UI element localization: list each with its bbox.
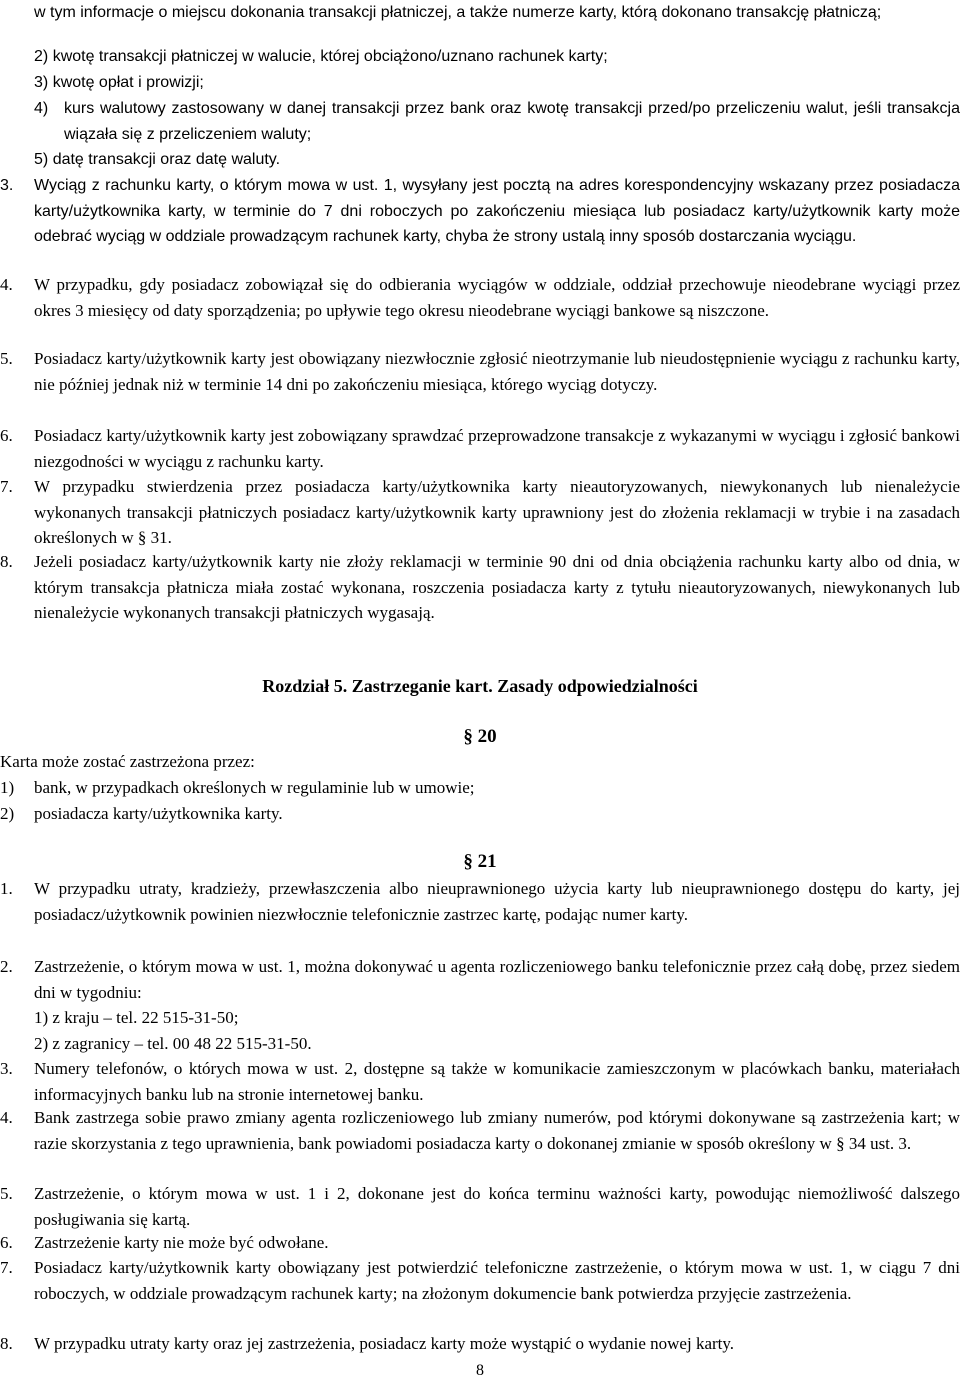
section-item-5 [0, 1181, 960, 1232]
item-number: 4. [0, 1108, 13, 1127]
item-text: W przypadku stwierdzenia przez posiadacza karty/użytkownika karty nieautoryzowanych, niewykonanych lub nienależycie wykonanych transakcji płatniczych posiadacz karty/użytkownik karty uprawniony jest do złożenia reklamacji w trybie i na zasadach określonych w § 31. [34, 477, 960, 547]
item-number: 4. [0, 275, 13, 294]
section-item-3 [0, 173, 960, 250]
section-item-8 [0, 1331, 960, 1357]
item-number: 8. [0, 1334, 13, 1353]
section-item-8 [0, 549, 960, 626]
item-number: 2) [34, 48, 49, 65]
item-number: 2. [0, 957, 13, 976]
section-item-6 [0, 1230, 960, 1256]
item-number: 8. [0, 552, 13, 571]
item-text: Zastrzeżenie, o którym mowa w ust. 1 i 2, dokonane jest do końca terminu ważności karty, powodując niemożliwość dalszego posługiwania się kartą. [34, 1184, 960, 1229]
item-number: 7. [0, 477, 13, 496]
item-text: kwotę opłat i prowizji; [52, 74, 204, 91]
chapter-heading: Rozdział 5. Zastrzeganie kart. Zasady odpowiedzialności [262, 676, 698, 696]
item-number: 7. [0, 1258, 13, 1277]
item-text: bank, w przypadkach określonych w regulaminie lub w umowie; [34, 778, 475, 797]
item-number: 4) [34, 100, 49, 117]
page-number: 8 [476, 1362, 484, 1379]
item-number: 1) [34, 1008, 49, 1027]
paragraph-text: w tym informacje o miejscu dokonania transakcji płatniczej, a także numerze karty, którą dokonano transakcję płatniczą; [34, 4, 882, 21]
paragraph-mark-21: § 21 [463, 851, 497, 872]
item-number: 1. [0, 879, 13, 898]
item-text: Posiadacz karty/użytkownik karty jest zobowiązany sprawdzać przeprowadzone transakcje z wykazanymi w wyciągu i zgłosić bankowi niezgodności w wyciągu z rachunku karty. [34, 426, 960, 471]
paragraph-intro [0, 749, 960, 775]
section-item-5 [0, 346, 960, 397]
section-item-4 [0, 1105, 960, 1156]
list-item [34, 147, 960, 173]
item-number: 3) [34, 74, 49, 91]
item-text: W przypadku utraty, kradzieży, przewłaszczenia albo nieuprawnionego użycia karty lub nieuprawnionego dostępu do karty, jej posiadacz/użytkownik powinien niezwłocznie telefonicznie zastrzec kartę, podając numer karty. [34, 879, 960, 924]
item-text: Zastrzeżenie karty nie może być odwołane. [34, 1233, 329, 1252]
item-number: 2) [34, 1034, 49, 1053]
item-text: kwotę transakcji płatniczej w walucie, której obciążono/uznano rachunek karty; [52, 48, 608, 65]
item-number: 5. [0, 349, 13, 368]
section-item-4 [0, 272, 960, 323]
section-item-3 [0, 1056, 960, 1107]
intro-text: Karta może zostać zastrzeżona przez: [0, 752, 255, 771]
item-number: 6. [0, 1233, 13, 1252]
item-text: Bank zastrzega sobie prawo zmiany agenta rozliczeniowego lub zmiany numerów, pod którymi dokonywane są zastrzeżenia kart; w razie skorzystania z tego uprawnienia, bank powiadomi posiadacza karty o dokonanej zmianie w sposób określony w § 34 ust. 3. [34, 1108, 960, 1153]
item-number: 3. [0, 177, 14, 194]
item-text: W przypadku, gdy posiadacz zobowiązał się do odbierania wyciągów w oddziale, oddział przechowuje nieodebrane wyciągi przez okres 3 miesięcy od daty sporządzenia; po upływie tego okresu nieodebrane wyciągi bankowe są niszczone. [34, 275, 960, 320]
item-text: posiadacza karty/użytkownika karty. [34, 804, 283, 823]
section-item-1 [0, 876, 960, 927]
item-number: 5) [34, 151, 49, 168]
list-item [0, 775, 960, 801]
section-item-7 [0, 474, 960, 551]
phone-text: z kraju – tel. 22 515-31-50; [52, 1008, 239, 1027]
item-text: kurs walutowy zastosowany w danej transakcji przez bank oraz kwotę transakcji przed/po przeliczeniu walut, jeśli transakcja wiązała się z przeliczeniem waluty; [64, 100, 960, 143]
item-text: datę transakcji oraz datę waluty. [52, 151, 281, 168]
item-text: Posiadacz karty/użytkownik karty jest obowiązany niezwłocznie zgłosić nieotrzymanie lub nieudostępnienie wyciągu z rachunku karty, nie później jednak niż w terminie 14 dni po zakończeniu miesiąca, którego wyciąg dotyczy. [34, 349, 960, 394]
item-text: Posiadacz karty/użytkownik karty obowiązany jest potwierdzić telefoniczne zastrzeżenie, o którym mowa w ust. 1, w ciągu 7 dni roboczych, w oddziale prowadzącym rachunek karty; na złożonym dokumencie bank potwierdza przyjęcie zastrzeżenia. [34, 1258, 960, 1303]
item-text: Zastrzeżenie, o którym mowa w ust. 1, można dokonywać u agenta rozliczeniowego banku telefonicznie przez całą dobę, przez siedem dni w tygodniu: [34, 957, 960, 1002]
list-item-continuation [34, 0, 960, 26]
section-item-6 [0, 423, 960, 474]
paragraph-mark-20: § 20 [463, 726, 497, 747]
item-number: 6. [0, 426, 13, 445]
item-text: Wyciąg z rachunku karty, o którym mowa w ust. 1, wysyłany jest pocztą na adres korespondencyjny wskazany przez posiadacza karty/użytkownika karty, w terminie do 7 dni roboczych po zakończeniu miesiąca lub posiadacz karty/użytkownik karty może odebrać wyciąg w oddziale prowadzącym rachunek karty, chyba że strony ustalą inny sposób dostarczania wyciągu. [34, 177, 960, 245]
phone-text: z zagranicy – tel. 00 48 22 515-31-50. [52, 1034, 312, 1053]
item-number: 2) [0, 804, 15, 823]
item-text: Jeżeli posiadacz karty/użytkownik karty nie złoży reklamacji w terminie 90 dni od dnia obciążenia rachunku karty albo od dnia, w którym transakcja płatnicza miała zostać wykonana, roszczenia posiadacza karty z tytułu nieautoryzowanych, niewykonanych lub nienależycie wykonanych transakcji płatniczych wygasają. [34, 552, 960, 622]
list-item [34, 44, 960, 70]
section-item-7 [0, 1255, 960, 1306]
phone-item [34, 1031, 960, 1057]
item-text: Numery telefonów, o których mowa w ust. 2, dostępne są także w komunikacie zamieszczonym w placówkach banku, materiałach informacyjnych banku lub na stronie internetowej banku. [34, 1059, 960, 1104]
item-number: 3. [0, 1059, 13, 1078]
item-number: 5. [0, 1184, 13, 1203]
item-text: W przypadku utraty karty oraz jej zastrzeżenia, posiadacz karty może wystąpić o wydanie nowej karty. [34, 1334, 735, 1353]
list-item [0, 801, 960, 827]
item-number: 1) [0, 778, 15, 797]
phone-item [34, 1005, 960, 1031]
list-item [34, 70, 960, 96]
section-item-2 [0, 954, 960, 1005]
list-item [34, 96, 960, 147]
